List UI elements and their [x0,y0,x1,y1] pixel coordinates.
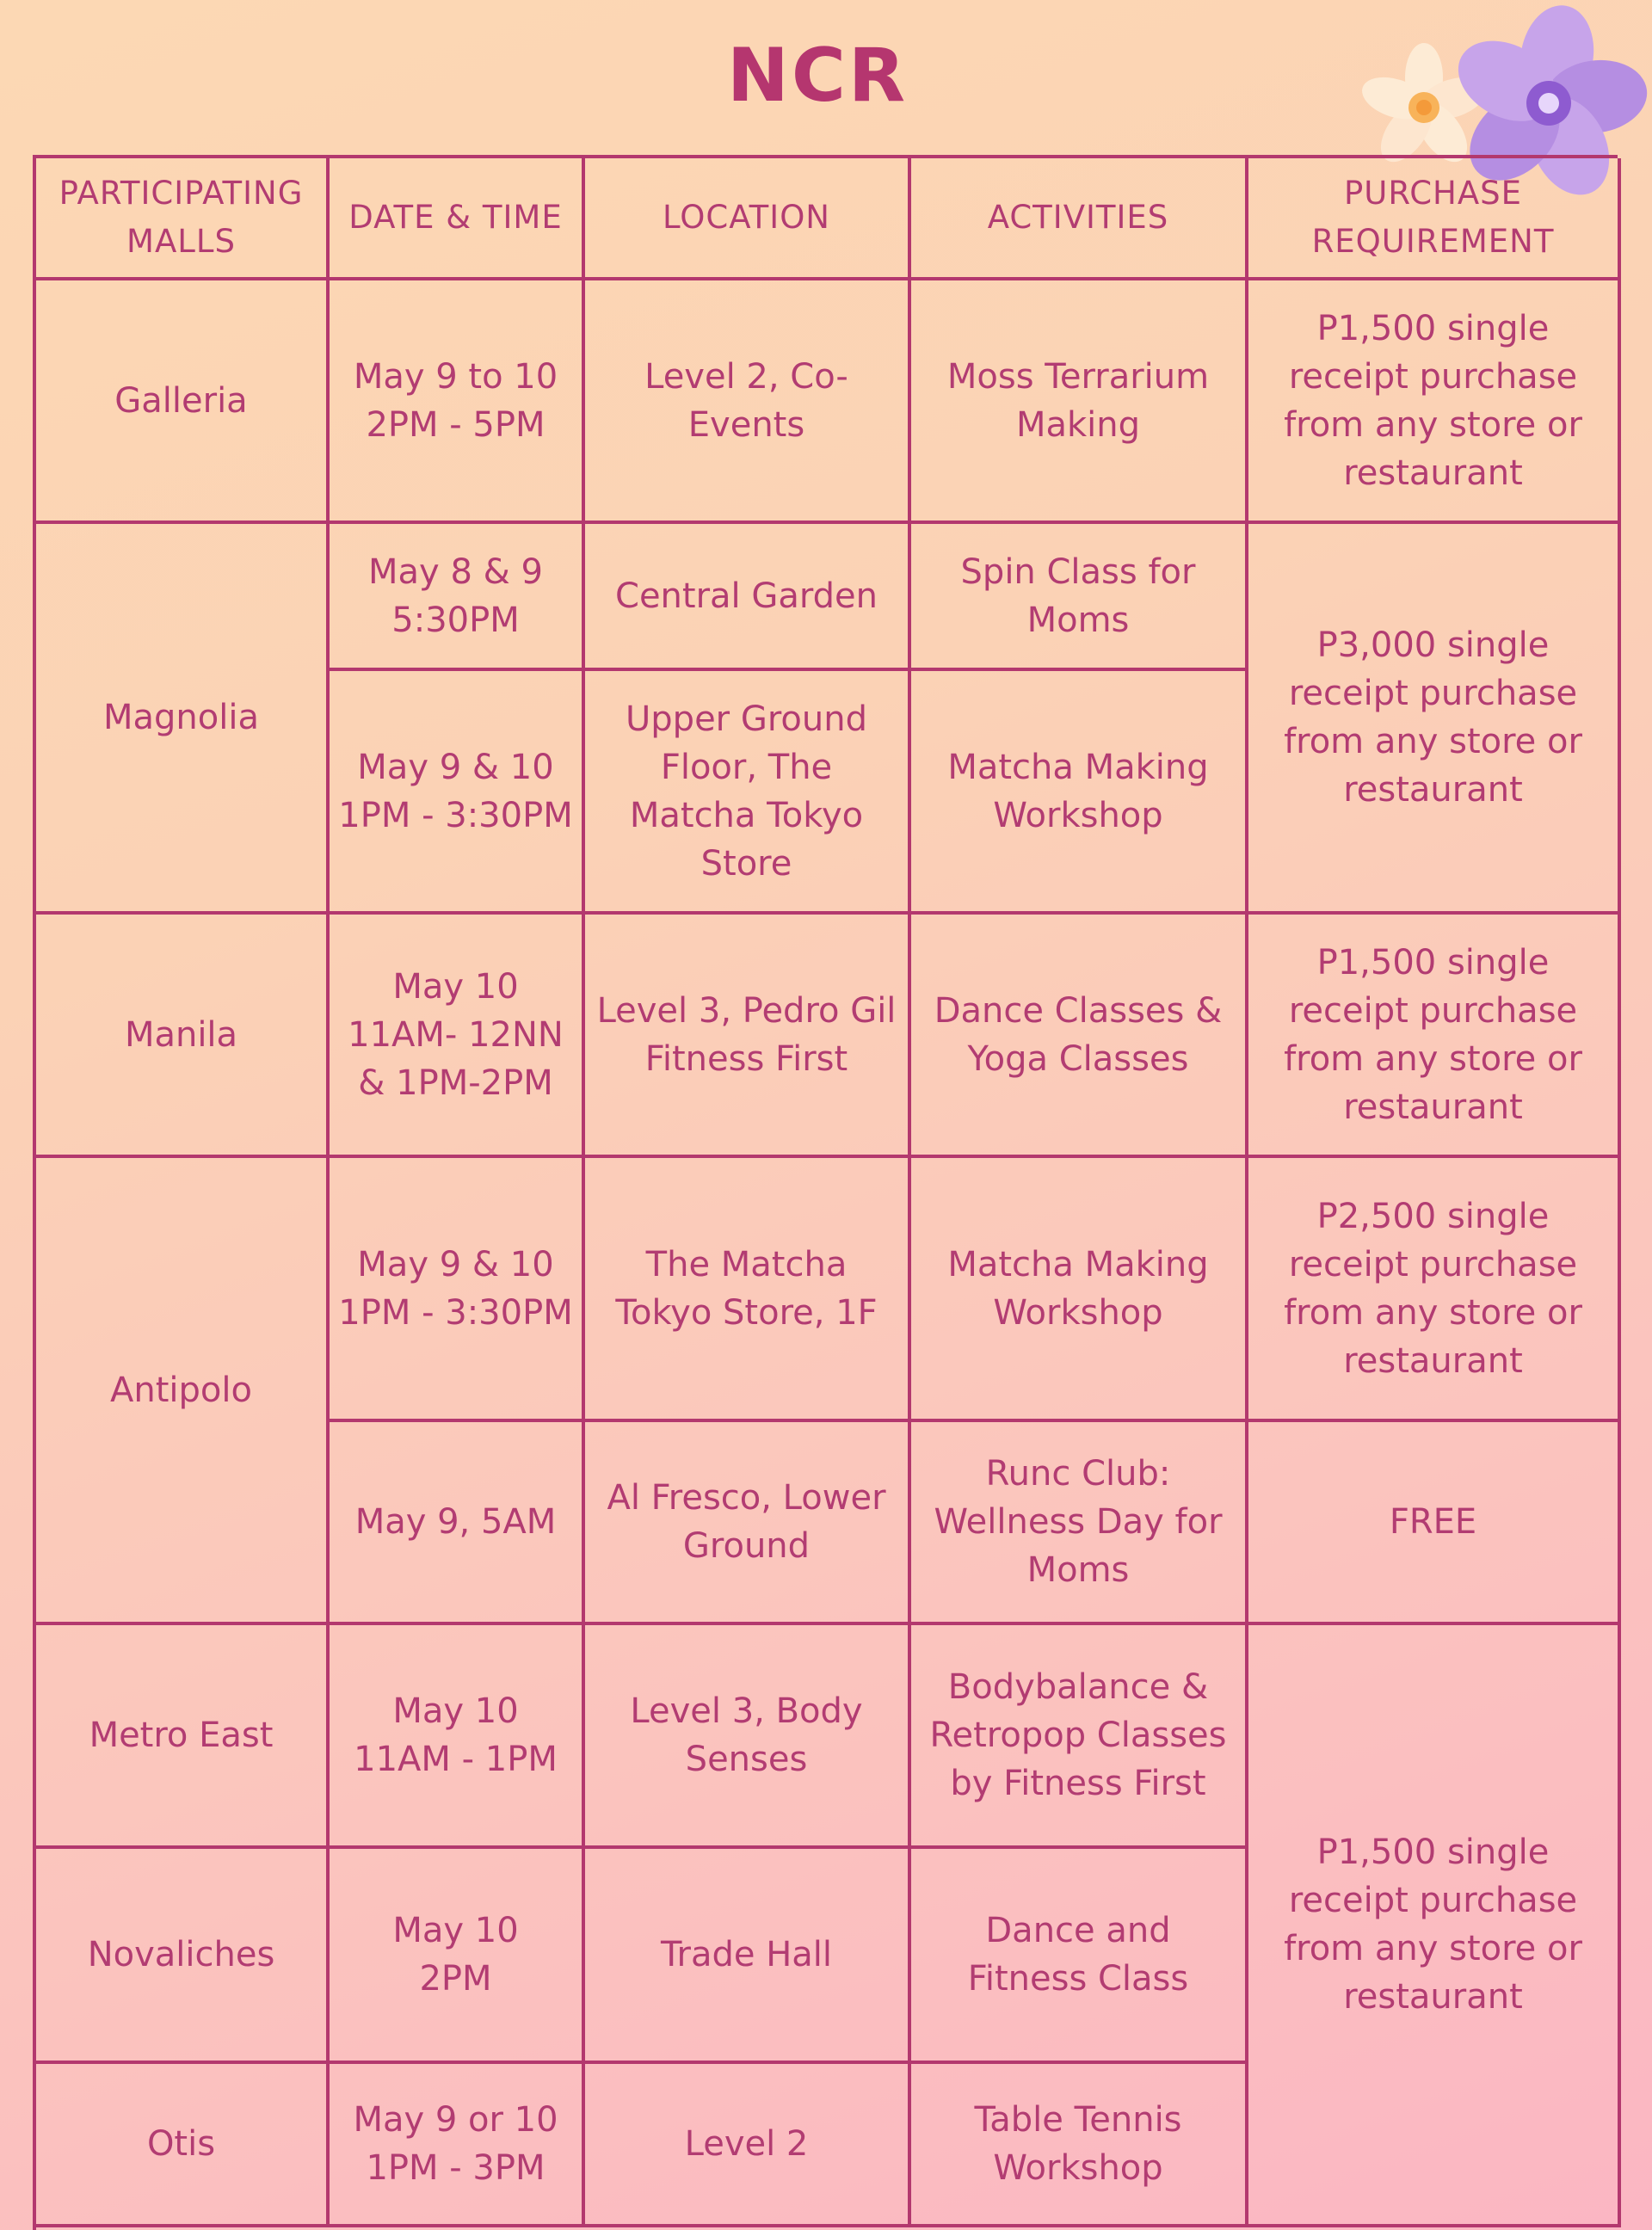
location-antipolo-1: The Matcha Tokyo Store, 1F [585,1158,911,1422]
location-otis: Level 2 [585,2064,911,2227]
header-activities: ACTIVITIES [911,158,1248,280]
activity-metro-east: Bodybalance & Retropop Classes by Fitness First [911,1625,1248,1849]
datetime-magnolia-2: May 9 & 10 1PM - 3:30PM [330,671,585,915]
location-manila: Level 3, Pedro Gil Fitness First [585,915,911,1158]
location-magnolia-2: Upper Ground Floor, The Matcha Tokyo Store [585,671,911,915]
header-date-time: DATE & TIME [330,158,585,280]
activity-magnolia-1: Spin Class for Moms [911,524,1248,671]
page-title: NCR [726,33,909,119]
datetime-antipolo-1: May 9 & 10 1PM - 3:30PM [330,1158,585,1422]
datetime-otis: May 9 or 10 1PM - 3PM [330,2064,585,2227]
mall-antipolo: Antipolo [36,1158,330,1625]
purchase-magnolia: P3,000 single receipt purchase from any store or restaurant [1248,524,1621,915]
datetime-metro-east: May 10 11AM - 1PM [330,1625,585,1849]
activity-antipolo-1: Matcha Making Workshop [911,1158,1248,1422]
header-malls: PARTICIPATING MALLS [36,158,330,280]
mall-otis: Otis [36,2064,330,2227]
activity-otis: Table Tennis Workshop [911,2064,1248,2227]
header-location: LOCATION [585,158,911,280]
purchase-shared: P1,500 single receipt purchase from any store or restaurant [1248,1625,1621,2227]
activity-manila: Dance Classes & Yoga Classes [911,915,1248,1158]
mall-magnolia: Magnolia [36,524,330,915]
activity-antipolo-2: Runc Club: Wellness Day for Moms [911,1422,1248,1625]
mall-galleria: Galleria [36,280,330,524]
mall-manila: Manila [36,915,330,1158]
datetime-antipolo-2: May 9, 5AM [330,1422,585,1625]
activity-novaliches: Dance and Fitness Class [911,1849,1248,2064]
location-antipolo-2: Al Fresco, Lower Ground [585,1422,911,1625]
datetime-magnolia-1: May 8 & 9 5:30PM [330,524,585,671]
purchase-galleria: P1,500 single receipt purchase from any store or restaurant [1248,280,1621,524]
purchase-manila: P1,500 single receipt purchase from any store or restaurant [1248,915,1621,1158]
mall-novaliches: Novaliches [36,1849,330,2064]
mall-metro-east: Metro East [36,1625,330,1849]
purchase-antipolo-1: P2,500 single receipt purchase from any store or restaurant [1248,1158,1621,1422]
activity-magnolia-2: Matcha Making Workshop [911,671,1248,915]
purchase-antipolo-2: FREE [1248,1422,1621,1625]
datetime-novaliches: May 10 2PM [330,1849,585,2064]
location-magnolia-1: Central Garden [585,524,911,671]
datetime-manila: May 10 11AM- 12NN & 1PM-2PM [330,915,585,1158]
datetime-galleria: May 9 to 10 2PM - 5PM [330,280,585,524]
activity-galleria: Moss Terrarium Making [911,280,1248,524]
location-galleria: Level 2, Co- Events [585,280,911,524]
location-novaliches: Trade Hall [585,1849,911,2064]
header-purchase-requirement: PURCHASE REQUIREMENT [1248,158,1621,280]
events-table [33,155,1618,2230]
location-metro-east: Level 3, Body Senses [585,1625,911,1849]
